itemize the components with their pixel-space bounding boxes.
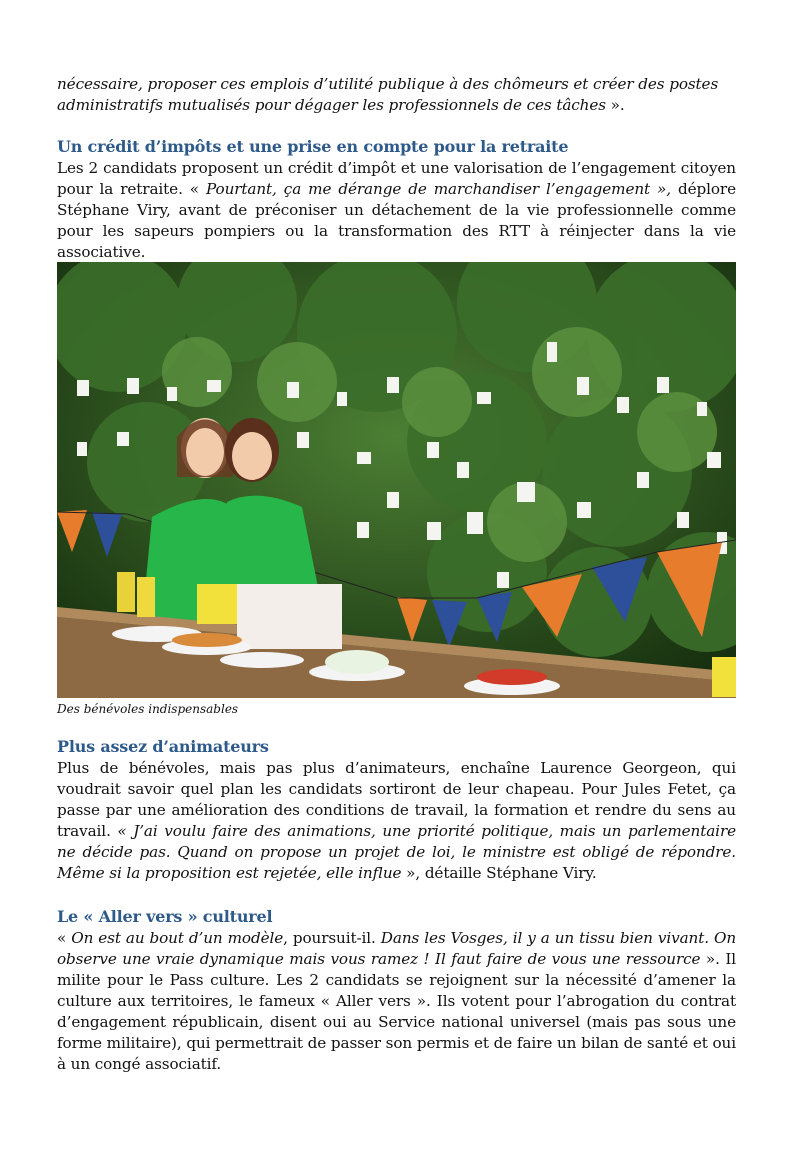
section-1-title: Un crédit d’impôts et une prise en compte pour la retraite — [57, 137, 569, 156]
intro-line-2: administratifs mutualisés pour dégager les professionnels de ces tâches — [57, 96, 606, 114]
intro-paragraph — [57, 74, 736, 116]
section-1-paragraph — [57, 158, 736, 263]
section-3-text-a: , poursuit-il. — [283, 929, 381, 947]
volunteers-illustration — [57, 262, 736, 698]
intro-line-1: nécessaire, proposer ces emplois d’utilité publique à des chômeurs et créer des postes — [57, 75, 719, 93]
section-3-paragraph — [57, 928, 736, 1075]
section-3-quote-2: Dans les Vosges, il y a un tissu bien vivant. On observe une vraie dynamique mais vous ramez ! Il faut faire de vous une ressource — [57, 929, 737, 968]
photo-volunteers — [57, 262, 736, 698]
photo-caption: Des bénévoles indispensables — [57, 702, 239, 716]
section-aller-vers — [57, 906, 736, 1075]
section-3-title: Le « Aller vers » culturel — [57, 907, 273, 926]
section-2-title: Plus assez d’animateurs — [57, 737, 269, 756]
section-2-quote: « J’ai voulu faire des animations, une priorité politique, mais un parlementaire ne décide pas. Quand on propose un projet de loi, le ministre est obligé de répondre. Même si la proposition est rejetée, elle influe — [57, 822, 736, 882]
section-3-quote-1: On est au bout d’un modèle — [71, 929, 284, 947]
section-2-paragraph — [57, 758, 736, 884]
section-2-text-b: », détaille Stéphane Viry. — [401, 864, 597, 882]
section-2-text-a: Plus de bénévoles, mais pas plus d’animateurs, enchaîne Laurence Georgeon, qui voudrait savoir quel plan les candidats sortiront de leur chapeau. Pour Jules Fetet, ça passe par une amélioration des conditions de travail, la formation et rendre du sens au travail. — [57, 759, 736, 840]
section-animateurs — [57, 736, 736, 884]
section-1-text-a: Les 2 candidats proposent un crédit d’impôt et une valorisation de l’engagement citoyen pour la retraite. « — [57, 159, 736, 198]
section-1-quote: Pourtant, ça me dérange de marchandiser l’engagement », — [206, 180, 671, 198]
section-3-text-b: ». Il milite pour le Pass culture. Les 2 candidats se rejoignent sur la nécessité d’amener la culture aux territoires, le fameux « Aller vers ». Ils votent pour l’abrogation du contrat d’engagement républicain, disent oui au Service national universel (mais pas sous une forme militaire), qui permettrait de passer son permis et de faire un bilan de santé et oui à un congé associatif. — [57, 950, 736, 1073]
section-3-open-quote: « — [57, 929, 72, 947]
section-credit-impots — [57, 136, 736, 263]
intro-line-2-end: ». — [605, 96, 625, 114]
section-1-text-b: déplore Stéphane Viry, avant de préconiser un détachement de la vie professionnelle comme pour les sapeurs pompiers ou la transformation des RTT à réinjecter dans la vie associative. — [57, 180, 736, 261]
